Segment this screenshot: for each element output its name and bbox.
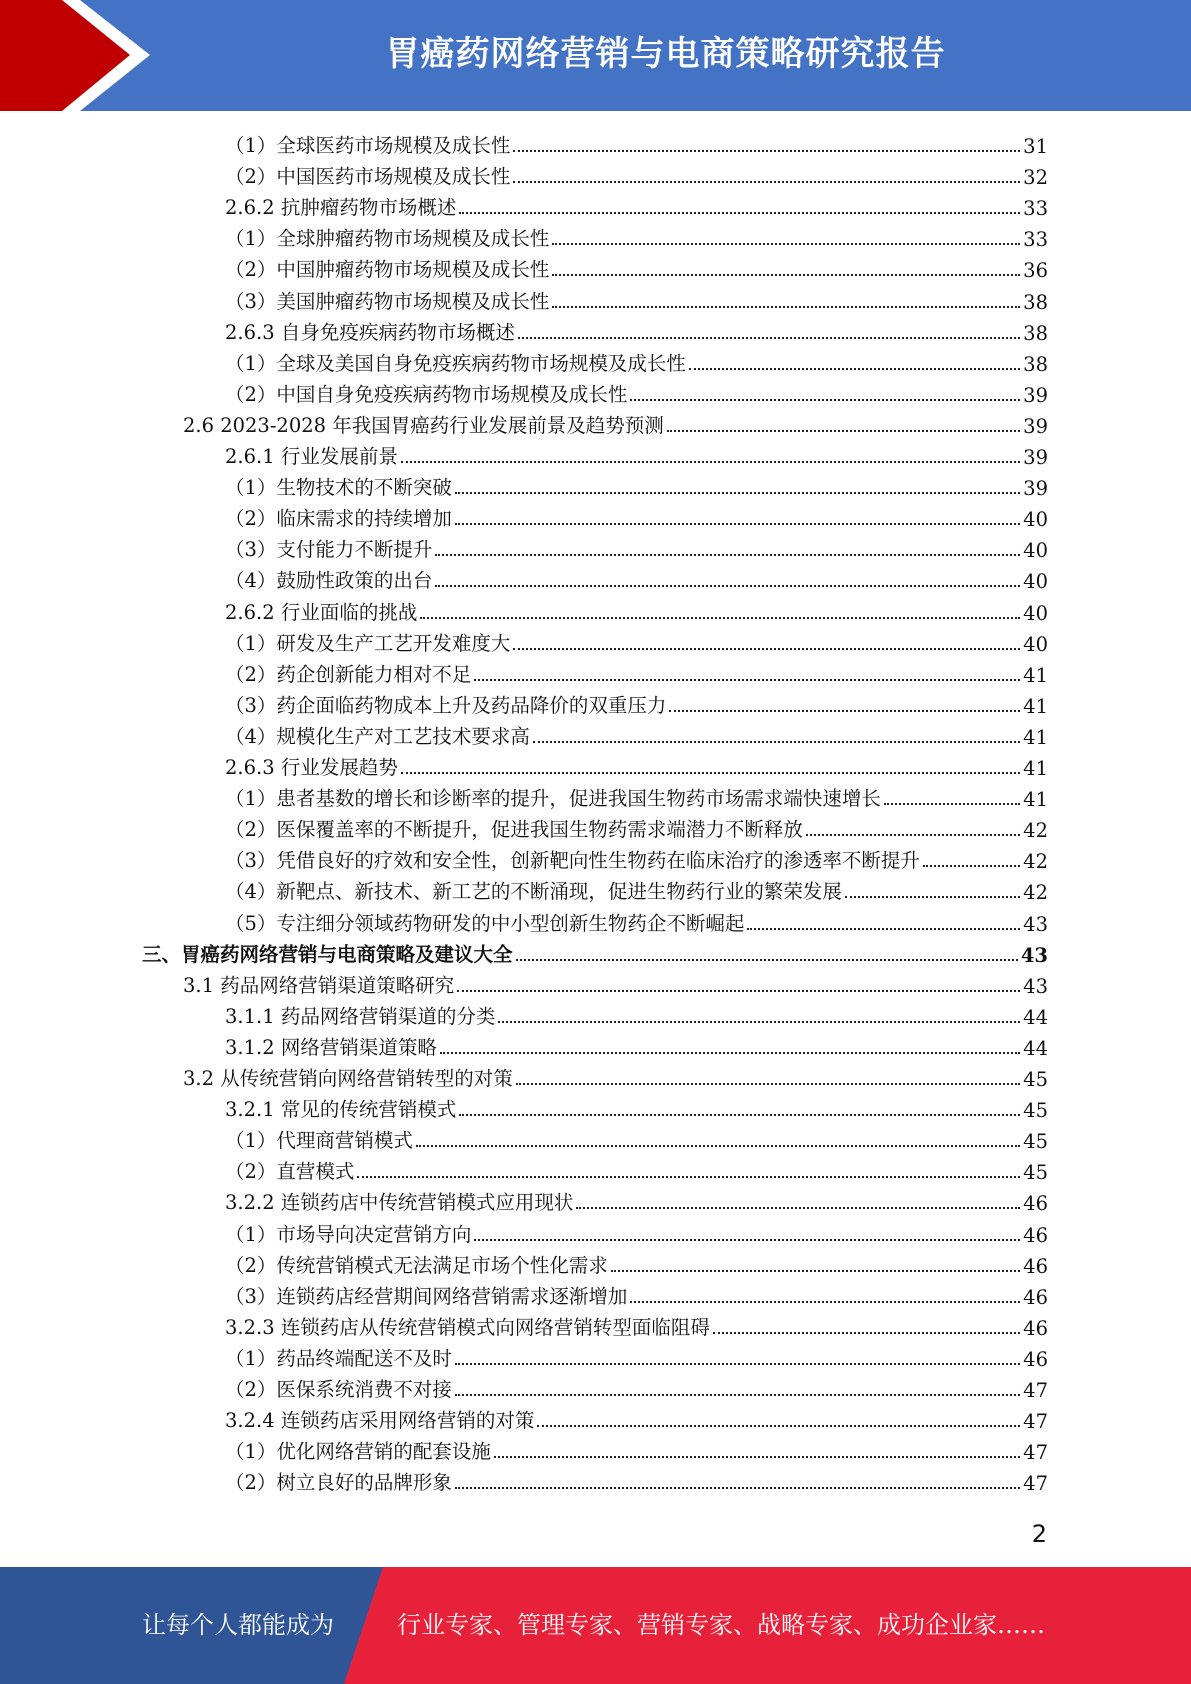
toc-leader-dots	[440, 1052, 1020, 1054]
toc-entry[interactable]	[225, 127, 1048, 158]
report-title: 胃癌药网络营销与电商策略研究报告	[385, 34, 946, 74]
toc-entry-page: 39	[1023, 383, 1048, 407]
toc-leader-dots	[713, 1332, 1020, 1334]
toc-entry[interactable]	[225, 531, 1048, 562]
toc-entry-title: （2）传统营销模式无法满足市场个性化需求	[225, 1253, 608, 1277]
toc-entry-page: 40	[1023, 508, 1048, 532]
toc-entry-title: （2）中国医药市场规模及成长性	[225, 165, 511, 189]
toc-entry[interactable]	[225, 594, 1048, 625]
toc-leader-dots	[455, 1487, 1020, 1489]
toc-leader-dots	[401, 461, 1020, 463]
toc-leader-dots	[494, 1456, 1020, 1458]
toc-entry-page: 32	[1023, 166, 1048, 190]
toc-entry-title: （4）新靶点、新技术、新工艺的不断涌现，促进生物药行业的繁荣发展	[225, 880, 842, 904]
toc-entry[interactable]	[183, 407, 1048, 438]
toc-leader-dots	[806, 834, 1020, 836]
toc-entry[interactable]	[225, 376, 1048, 407]
toc-entry-page: 38	[1023, 321, 1048, 345]
toc-entry-title: （1）患者基数的增长和诊断率的提升，促进我国生物药市场需求端快速增长	[225, 787, 881, 811]
toc-entry[interactable]	[225, 811, 1048, 842]
toc-entry[interactable]	[225, 1153, 1048, 1184]
toc-entry[interactable]	[225, 1433, 1048, 1464]
toc-entry-page: 39	[1023, 477, 1048, 501]
toc-entry[interactable]	[225, 438, 1048, 469]
toc-entry-title: （2）药企创新能力相对不足	[225, 662, 472, 686]
footer-slogan-left: 让每个人都能成为	[142, 1611, 334, 1639]
toc-entry[interactable]	[225, 251, 1048, 282]
toc-leader-dots	[474, 1239, 1020, 1241]
toc-leader-dots	[630, 1301, 1020, 1303]
toc-entry-page: 36	[1023, 259, 1048, 283]
toc-entry-title: 2.6.2 抗肿瘤药物市场概述	[225, 196, 457, 220]
toc-entry-page: 39	[1023, 446, 1048, 469]
toc-entry-page: 42	[1023, 850, 1048, 874]
toc-entry-title: （3）美国肿瘤药物市场规模及成长性	[225, 289, 550, 313]
toc-leader-dots	[513, 150, 1020, 152]
toc-entry-title: 2.6 2023-2028 年我国胃癌药行业发展前景及趋势预测	[183, 413, 664, 437]
toc-entry-title: 3.2 从传统营销向网络营销转型的对策	[183, 1067, 513, 1090]
toc-leader-dots	[498, 1021, 1020, 1023]
toc-entry-title: （4）规模化生产对工艺技术要求高	[225, 724, 530, 748]
toc-leader-dots	[669, 710, 1020, 712]
toc-leader-dots	[513, 648, 1020, 650]
toc-leader-dots	[537, 1425, 1020, 1427]
toc-entry-title: （2）临床需求的持续增加	[225, 507, 452, 531]
footer-slogan-right: 行业专家、管理专家、营销专家、战略专家、成功企业家……	[397, 1611, 1045, 1639]
toc-entry-title: 3.2.4 连锁药店采用网络营销的对策	[225, 1409, 535, 1433]
toc-leader-dots	[459, 212, 1020, 214]
toc-leader-dots	[747, 928, 1020, 930]
toc-entry[interactable]	[225, 1091, 1048, 1122]
toc-entry[interactable]	[142, 936, 1048, 967]
toc-entry-title: 2.6.3 行业发展趋势	[225, 756, 398, 779]
toc-entry-page: 41	[1023, 663, 1048, 687]
toc-entry-title: （2）树立良好的品牌形象	[225, 1471, 452, 1495]
toc-entry-page: 40	[1023, 632, 1048, 656]
toc-entry-title: （3）药企面临药物成本上升及药品降价的双重压力	[225, 693, 667, 717]
toc-entry[interactable]	[225, 1464, 1048, 1495]
toc-entry-page: 45	[1023, 1099, 1048, 1123]
toc-leader-dots	[533, 741, 1020, 743]
toc-entry-page: 45	[1023, 1068, 1048, 1091]
toc-entry-title: （3）连锁药店经营期间网络营销需求逐渐增加	[225, 1284, 628, 1308]
toc-entry[interactable]	[225, 1184, 1048, 1215]
toc-entry-title: （2）直营模式	[225, 1160, 355, 1184]
toc-entry[interactable]	[225, 1122, 1048, 1153]
toc-entry-page: 43	[1020, 943, 1048, 967]
toc-entry-page: 42	[1023, 819, 1048, 843]
toc-entry-page: 46	[1023, 1192, 1048, 1216]
header-red-chevron	[0, 0, 130, 111]
toc-entry-page: 40	[1023, 570, 1048, 594]
toc-entry-title: 2.6.2 行业面临的挑战	[225, 600, 418, 624]
toc-entry-title: 3.1 药品网络营销渠道策略研究	[183, 973, 455, 997]
toc-entry[interactable]	[225, 656, 1048, 687]
toc-entry[interactable]	[225, 500, 1048, 531]
toc-entry-page: 33	[1023, 228, 1048, 252]
toc-entry-page: 41	[1023, 757, 1048, 780]
toc-leader-dots	[518, 337, 1020, 339]
toc-entry-page: 46	[1023, 1316, 1048, 1340]
toc-entry[interactable]	[183, 1060, 1048, 1091]
toc-leader-dots	[401, 772, 1020, 774]
toc-leader-dots	[576, 1207, 1020, 1209]
toc-leader-dots	[455, 523, 1020, 525]
toc-entry-page: 33	[1023, 197, 1048, 221]
toc-entry[interactable]	[225, 1216, 1048, 1247]
toc-entry-page: 41	[1023, 725, 1048, 749]
toc-entry[interactable]	[225, 1309, 1048, 1340]
toc-leader-dots	[611, 1270, 1020, 1272]
toc-entry-title: 3.2.2 连锁药店中传统营销模式应用现状	[225, 1191, 574, 1215]
toc-leader-dots	[455, 1363, 1020, 1365]
toc-entry[interactable]	[225, 189, 1048, 220]
toc-leader-dots	[357, 1176, 1020, 1178]
toc-entry[interactable]	[225, 345, 1048, 376]
toc-entry-page: 40	[1023, 601, 1048, 625]
toc-entry-title: 3.2.3 连锁药店从传统营销模式向网络营销转型面临阻碍	[225, 1315, 710, 1339]
toc-entry-title: 3.2.1 常见的传统营销模式	[225, 1098, 457, 1122]
toc-leader-dots	[923, 865, 1020, 867]
toc-entry[interactable]	[225, 283, 1048, 314]
toc-entry[interactable]	[225, 873, 1048, 904]
toc-leader-dots	[552, 274, 1020, 276]
toc-entry-page: 41	[1023, 788, 1048, 812]
toc-entry-page: 43	[1023, 912, 1048, 936]
toc-entry-page: 38	[1023, 290, 1048, 314]
toc-leader-dots	[884, 803, 1020, 805]
toc-entry[interactable]	[225, 1029, 1048, 1060]
toc-entry[interactable]	[225, 905, 1048, 936]
toc-entry-title: （1）优化网络营销的配套设施	[225, 1440, 491, 1464]
toc-entry-page: 44	[1023, 1005, 1048, 1029]
toc-entry-title: （1）研发及生产工艺开发难度大	[225, 631, 511, 655]
toc-entry-page: 42	[1023, 881, 1048, 905]
toc-entry-page: 46	[1023, 1254, 1048, 1278]
toc-entry[interactable]	[225, 780, 1048, 811]
toc-entry[interactable]	[225, 718, 1048, 749]
toc-entry-title: （2）中国自身免疫疾病药物市场规模及成长性	[225, 382, 628, 406]
toc-entry-title: （1）全球医药市场规模及成长性	[225, 134, 511, 157]
toc-entry-title: （1）市场导向决定营销方向	[225, 1222, 472, 1246]
toc-entry-title: （3）支付能力不断提升	[225, 538, 433, 562]
toc-entry-page: 45	[1023, 1161, 1048, 1185]
toc-entry[interactable]	[225, 158, 1048, 189]
toc-entry[interactable]	[225, 687, 1048, 718]
toc-entry-page: 47	[1023, 1379, 1048, 1402]
toc-leader-dots	[513, 181, 1020, 183]
toc-entry-title: 三、胃癌药网络营销与电商策略及建议大全	[142, 942, 513, 966]
toc-leader-dots	[516, 959, 1018, 961]
toc-entry-page: 46	[1023, 1285, 1048, 1309]
toc-entry-title: 2.6.1 行业发展前景	[225, 445, 398, 468]
toc-entry-title: 3.1.2 网络营销渠道策略	[225, 1035, 437, 1059]
toc-entry-page: 31	[1023, 135, 1048, 158]
toc-entry-title: （2）医保覆盖率的不断提升，促进我国生物药需求端潜力不断释放	[225, 818, 803, 842]
toc-leader-dots	[474, 679, 1020, 681]
toc-entry-title: （1）生物技术的不断突破	[225, 476, 452, 500]
toc-entry-page: 47	[1023, 1441, 1048, 1465]
toc-leader-dots	[435, 554, 1020, 556]
toc-leader-dots	[552, 306, 1020, 308]
toc-leader-dots	[845, 896, 1020, 898]
toc-entry-page: 39	[1023, 414, 1048, 438]
toc-leader-dots	[455, 1394, 1020, 1396]
toc-leader-dots	[459, 1114, 1020, 1116]
page-header	[0, 0, 1191, 111]
toc-entry-page: 46	[1023, 1347, 1048, 1371]
toc-entry-title: （1）代理商营销模式	[225, 1129, 413, 1153]
toc-entry[interactable]	[225, 314, 1048, 345]
toc-leader-dots	[435, 585, 1020, 587]
toc-leader-dots	[552, 243, 1020, 245]
toc-entry[interactable]	[225, 562, 1048, 593]
page-number: 2	[1031, 1520, 1047, 1548]
toc-entry-title: （3）凭借良好的疗效和安全性，创新靶向性生物药在临床治疗的渗透率不断提升	[225, 849, 920, 873]
toc-entry[interactable]	[225, 1247, 1048, 1278]
toc-entry[interactable]	[225, 1402, 1048, 1433]
toc-entry[interactable]	[225, 220, 1048, 251]
toc-leader-dots	[667, 430, 1020, 432]
toc-entry[interactable]	[225, 469, 1048, 500]
toc-entry-page: 38	[1023, 352, 1048, 376]
toc-leader-dots	[420, 617, 1020, 619]
toc-entry-page: 44	[1023, 1036, 1048, 1060]
toc-entry-page: 47	[1023, 1472, 1048, 1496]
toc-entry[interactable]	[225, 998, 1048, 1029]
toc-entry[interactable]	[225, 749, 1048, 780]
toc-entry-page: 41	[1023, 694, 1048, 718]
toc-entry[interactable]	[225, 842, 1048, 873]
toc-leader-dots	[689, 368, 1020, 370]
toc-leader-dots	[457, 990, 1020, 992]
toc-leader-dots	[516, 1083, 1020, 1085]
toc-entry[interactable]	[183, 967, 1048, 998]
toc-entry-title: （4）鼓励性政策的出台	[225, 569, 433, 593]
toc-entry-page: 45	[1023, 1130, 1048, 1154]
toc-entry-title: （5）专注细分领域药物研发的中小型创新生物药企不断崛起	[225, 911, 745, 935]
toc-leader-dots	[630, 399, 1020, 401]
toc-entry[interactable]	[225, 1371, 1048, 1402]
toc-entry-page: 46	[1023, 1223, 1048, 1247]
toc-leader-dots	[416, 1145, 1020, 1147]
toc-entry-title: （2）医保系统消费不对接	[225, 1378, 452, 1401]
toc-entry-page: 40	[1023, 539, 1048, 563]
toc-entry-page: 43	[1023, 974, 1048, 998]
toc-entry[interactable]	[225, 625, 1048, 656]
header-arrow-decoration	[0, 0, 160, 111]
toc-entry-page: 47	[1023, 1410, 1048, 1434]
toc-entry[interactable]	[225, 1340, 1048, 1371]
toc-entry-title: （1）全球肿瘤药物市场规模及成长性	[225, 227, 550, 251]
toc-entry-title: 2.6.3 自身免疫疾病药物市场概述	[225, 320, 515, 344]
toc-entry[interactable]	[225, 1278, 1048, 1309]
toc-entry-title: （2）中国肿瘤药物市场规模及成长性	[225, 258, 550, 282]
toc-entry-title: 3.1.1 药品网络营销渠道的分类	[225, 1004, 496, 1028]
toc-entry-title: （1）全球及美国自身免疫疾病药物市场规模及成长性	[225, 351, 686, 375]
toc-leader-dots	[455, 492, 1020, 494]
page-footer	[0, 1567, 1191, 1684]
toc-entry-title: （1）药品终端配送不及时	[225, 1346, 452, 1370]
